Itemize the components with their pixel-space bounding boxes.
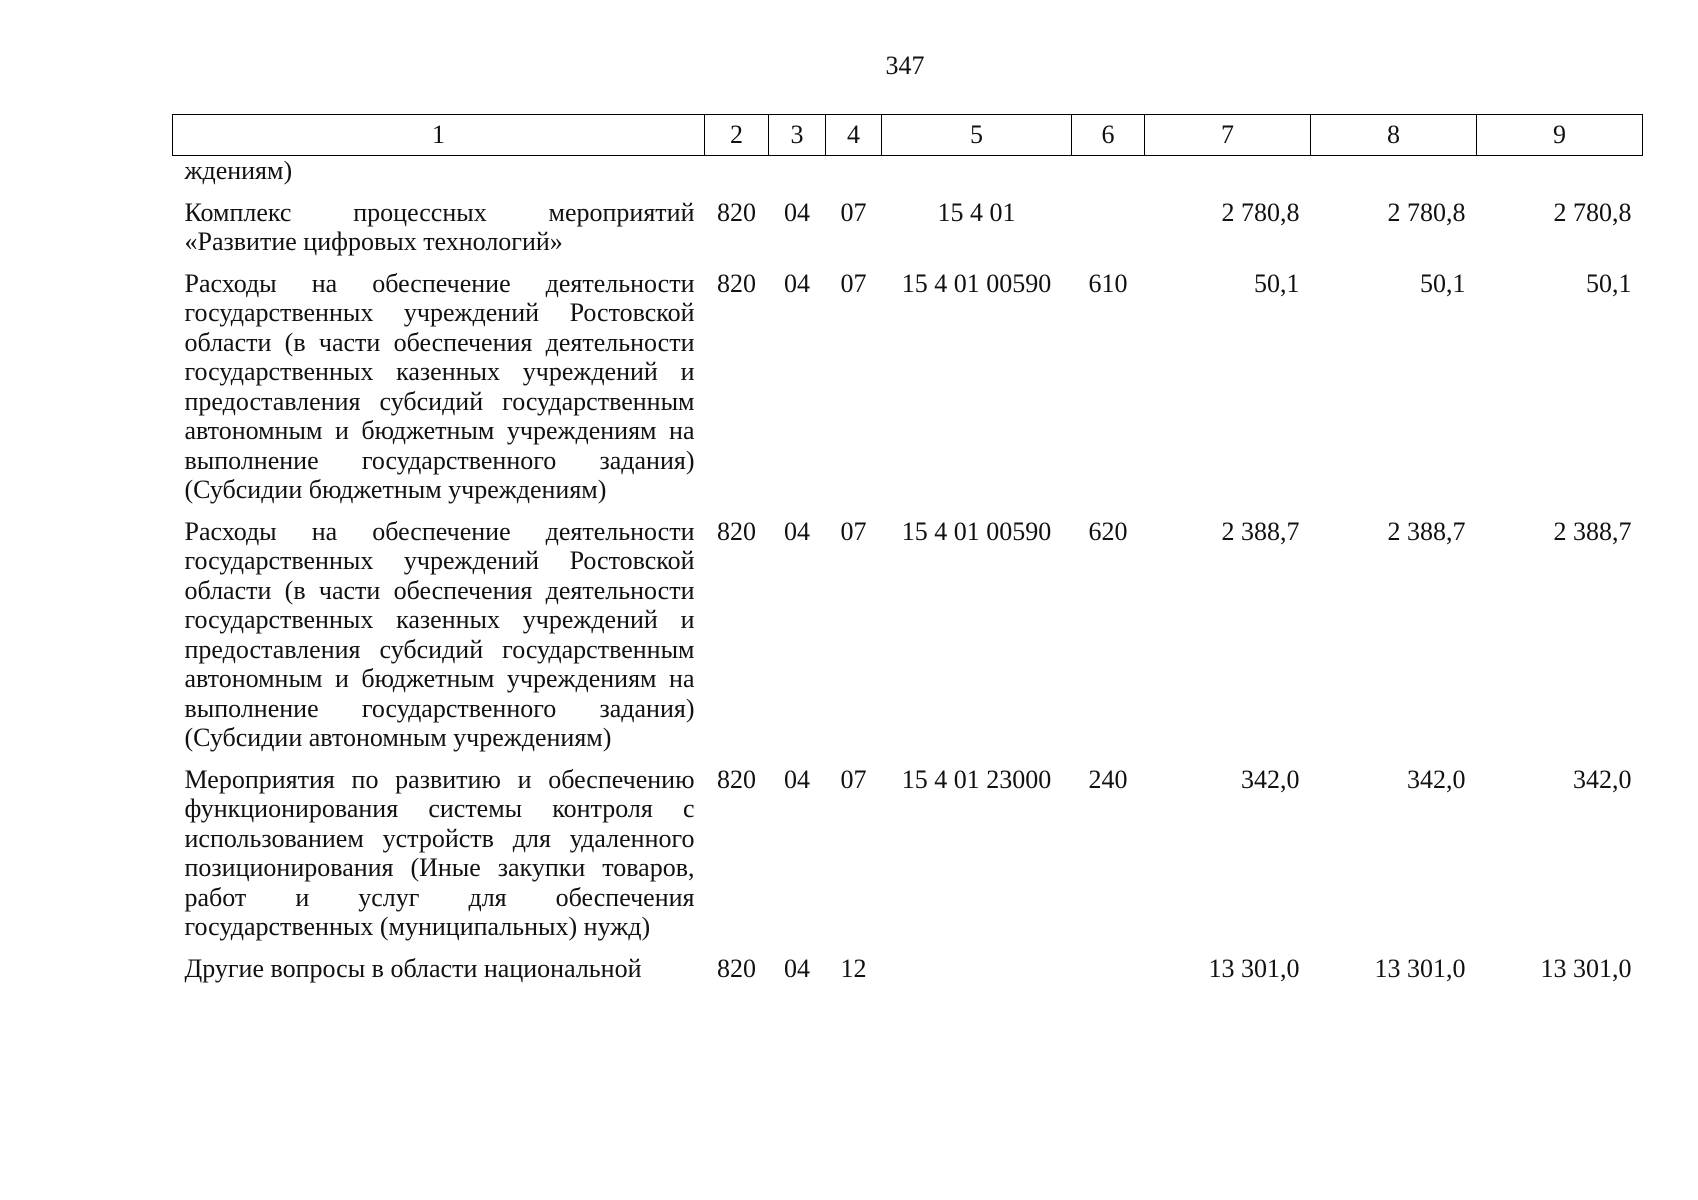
- cell-section-code: [769, 156, 826, 198]
- cell-amount-col7: 50,1: [1254, 268, 1300, 298]
- row-description: Расходы на обеспечение деятельности государственных учреждений Ростовской области (в части обеспечения деятельности государственных казенных учреждений и предоставления субсидий государственным автономным и бюджетным учреждениям на выполнение государственного задания) (Субсидии автономным учреждениям): [184, 516, 695, 752]
- column-header: 8: [1311, 115, 1477, 156]
- table-row: [173, 198, 1643, 269]
- row-description: Комплекс процессных мероприятий «Развитие цифровых технологий»: [184, 197, 695, 256]
- column-header: 3: [769, 115, 826, 156]
- cell-subsection-code: 12: [840, 953, 867, 983]
- cell-target-code: 15 4 01 23000: [901, 764, 1052, 794]
- cell-ministry-code: 820: [717, 516, 756, 546]
- cell-subsection-code: [826, 156, 882, 198]
- cell-ministry-code: 820: [717, 197, 756, 227]
- column-header: 7: [1145, 115, 1311, 156]
- cell-amount-col8: 342,0: [1407, 764, 1466, 794]
- cell-amount-col7: 342,0: [1241, 764, 1300, 794]
- cell-expense-type: [1072, 156, 1145, 198]
- cell-expense-type: 240: [1088, 764, 1128, 794]
- table-row: [173, 156, 1643, 198]
- row-description: Расходы на обеспечение деятельности государственных учреждений Ростовской области (в части обеспечения деятельности государственных казенных учреждений и предоставления субсидий государственным автономным и бюджетным учреждениям на выполнение государственного задания) (Субсидии бюджетным учреждениям): [184, 268, 695, 504]
- row-description: ждениям): [184, 156, 293, 185]
- cell-expense-type: [1072, 954, 1145, 996]
- row-description: Другие вопросы в области национальной: [184, 953, 642, 983]
- column-header: 4: [826, 115, 882, 156]
- cell-section-code: 04: [784, 764, 810, 794]
- column-header: 9: [1477, 115, 1643, 156]
- cell-amount-col8: 2 780,8: [1387, 197, 1466, 227]
- cell-target-code: [882, 156, 1072, 198]
- cell-target-code: 15 4 01: [937, 197, 1016, 227]
- column-header: 5: [882, 115, 1072, 156]
- budget-table: [172, 114, 1643, 995]
- page-number: 347: [885, 51, 925, 80]
- cell-amount-col8: 13 301,0: [1374, 953, 1466, 983]
- cell-amount-col8: [1311, 156, 1477, 198]
- table-header-row: [173, 115, 1643, 156]
- row-description: Мероприятия по развитию и обеспечению функционирования системы контроля с использованием устройств для удаленного позиционирования (Иные закупки товаров, работ и услуг для обеспечения государственных (муниципальных) нужд): [184, 764, 695, 941]
- cell-ministry-code: 820: [717, 764, 756, 794]
- cell-amount-col7: 13 301,0: [1208, 953, 1300, 983]
- cell-amount-col7: [1145, 156, 1311, 198]
- cell-expense-type: 610: [1088, 268, 1128, 298]
- cell-section-code: 04: [784, 268, 810, 298]
- cell-amount-col7: 2 388,7: [1221, 516, 1300, 546]
- cell-ministry-code: 820: [717, 953, 756, 983]
- cell-subsection-code: 07: [840, 516, 867, 546]
- cell-target-code: [882, 954, 1072, 996]
- cell-amount-col8: 2 388,7: [1387, 516, 1466, 546]
- cell-amount-col9: 342,0: [1573, 764, 1632, 794]
- cell-amount-col9: 13 301,0: [1540, 953, 1632, 983]
- cell-expense-type: 620: [1088, 516, 1128, 546]
- cell-ministry-code: [705, 156, 769, 198]
- cell-amount-col8: 50,1: [1420, 268, 1466, 298]
- cell-amount-col9: 2 388,7: [1553, 516, 1632, 546]
- cell-section-code: 04: [784, 953, 810, 983]
- cell-amount-col7: 2 780,8: [1221, 197, 1300, 227]
- cell-subsection-code: 07: [840, 764, 867, 794]
- cell-subsection-code: 07: [840, 197, 867, 227]
- cell-target-code: 15 4 01 00590: [901, 516, 1052, 546]
- cell-amount-col9: 50,1: [1586, 268, 1632, 298]
- cell-section-code: 04: [784, 197, 810, 227]
- cell-ministry-code: 820: [717, 268, 756, 298]
- cell-section-code: 04: [784, 516, 810, 546]
- cell-subsection-code: 07: [840, 268, 867, 298]
- table-row: [173, 765, 1643, 954]
- table-row: [173, 269, 1643, 517]
- table-row: [173, 954, 1643, 996]
- column-header: 2: [705, 115, 769, 156]
- table-row: [173, 517, 1643, 765]
- cell-expense-type: [1072, 198, 1145, 269]
- column-header: 6: [1072, 115, 1145, 156]
- cell-amount-col9: 2 780,8: [1553, 197, 1632, 227]
- cell-target-code: 15 4 01 00590: [901, 268, 1052, 298]
- column-header: 1: [173, 115, 705, 156]
- cell-amount-col9: [1477, 156, 1643, 198]
